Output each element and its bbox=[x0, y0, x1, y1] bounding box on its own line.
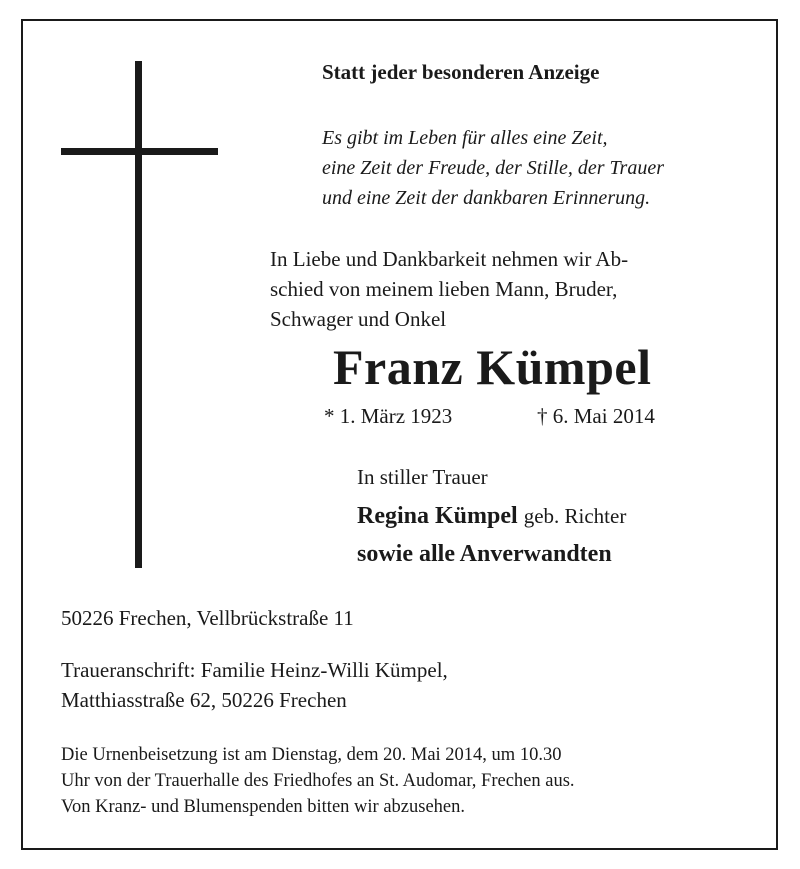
contact-line: Traueranschrift: Familie Heinz-Willi Kümpel, bbox=[61, 658, 448, 682]
notice-line: Von Kranz- und Blumenspenden bitten wir abzusehen. bbox=[61, 797, 465, 817]
notice-line: Die Urnenbeisetzung ist am Dienstag, dem 20. Mai 2014, um 10.30 bbox=[61, 745, 562, 765]
funeral-notice bbox=[61, 742, 575, 820]
death-date: † 6. Mai 2014 bbox=[537, 404, 655, 428]
quote-line: eine Zeit der Freude, der Stille, der Trauer bbox=[322, 157, 664, 179]
intro-line: In Liebe und Dankbarkeit nehmen wir Ab- bbox=[270, 247, 629, 271]
survivor-line bbox=[357, 503, 626, 530]
mourning-contact-address bbox=[61, 655, 448, 715]
survivor-name: Regina Kümpel bbox=[357, 503, 518, 529]
relatives-line: sowie alle Anverwandten bbox=[357, 541, 612, 567]
quote-line: Es gibt im Leben für alles eine Zeit, bbox=[322, 127, 608, 149]
intro-line: Schwager und Onkel bbox=[270, 307, 447, 331]
deceased-name: Franz Kümpel bbox=[333, 339, 652, 395]
memorial-quote bbox=[322, 123, 664, 213]
survivor-maiden-name: geb. Richter bbox=[523, 504, 627, 528]
contact-line: Matthiasstraße 62, 50226 Frechen bbox=[61, 688, 347, 712]
notice-line: Uhr von der Trauerhalle des Friedhofes an St. Audomar, Frechen aus. bbox=[61, 771, 575, 791]
family-address: 50226 Frechen, Vellbrückstraße 11 bbox=[61, 606, 354, 630]
cross-vertical-bar bbox=[135, 61, 142, 568]
farewell-intro bbox=[270, 244, 628, 334]
birth-date: * 1. März 1923 bbox=[324, 404, 453, 428]
announcement-heading: Statt jeder besonderen Anzeige bbox=[322, 60, 600, 84]
cross-horizontal-bar bbox=[61, 148, 218, 155]
mourning-label: In stiller Trauer bbox=[357, 465, 488, 489]
quote-line: und eine Zeit der dankbaren Erinnerung. bbox=[322, 187, 651, 209]
intro-line: schied von meinem lieben Mann, Bruder, bbox=[270, 277, 618, 301]
